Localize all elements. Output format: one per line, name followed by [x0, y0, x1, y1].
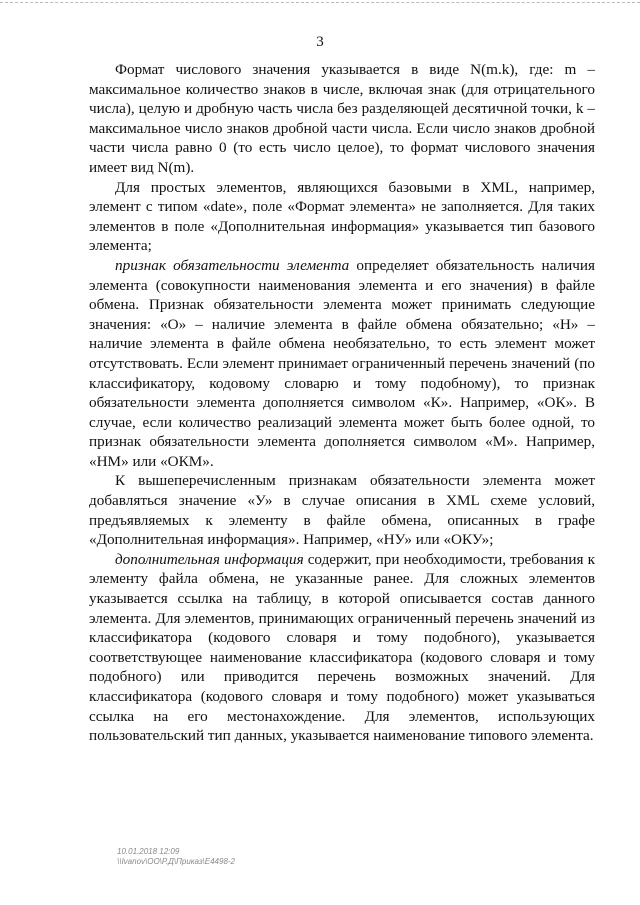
paragraph	[89, 60, 595, 178]
paragraph-text: определяет обязательность наличия элемента (совокупности наименования элемента и его значения) в файле обмена. Признак обязательности элемента может принимать следующие значения: «О» – наличие элемента в файле обмена обязательно; «Н» – наличие элемента в файле обмена необязательно, то есть элемент может отсутствовать. Если элемент принимает ограниченный перечень значений (по классификатору, кодовому словарю и тому подобному), то признак обязательности элемента дополняется символом «К». Например, «ОК». В случае, если количество реализаций элемента может быть более одной, то признак обязательности элемента дополняется символом «М». Например, «НМ» или «ОКМ».	[89, 256, 595, 470]
file-stamp	[117, 847, 235, 867]
paragraph-text: содержит, при необходимости, требования к элементу файла обмена, не указанные ранее. Для сложных элементов указывается ссылка на таблицу, в которой описывается состав данного элемента. Для элементов, принимающих ограниченный перечень значений из классификатора (кодового словаря и тому подобного), указывается соответствующее наименование классификатора (кодового словаря и тому подобного) или приводится перечень возможных значений. Для классификатора (кодового словаря и тому подобного) может указываться ссылка на его местонахождение. Для элементов, использующих пользовательский тип данных, указывается наименование типового элемента.	[89, 550, 595, 745]
paragraph	[89, 550, 595, 746]
defined-term: признак обязательности элемента	[115, 256, 350, 274]
file-stamp-date: 10.01.2018 12:09	[117, 847, 180, 856]
page-number: 3	[316, 34, 324, 50]
scan-edge-line	[0, 2, 640, 4]
document-body	[89, 60, 595, 746]
defined-term: дополнительная информация	[115, 550, 304, 568]
paragraph-text: К вышеперечисленным признакам обязательности элемента может добавляться значение «У» в случае описания в XML схеме условий, предъявляемых к элементу в файле обмена, описанных в графе «Дополнительная информация». Например, «НУ» или «ОКУ»;	[89, 472, 595, 549]
paragraph-text: Формат числового значения указывается в виде N(m.k), где: m – максимальное количество знаков в числе, включая знак (для отрицательного числа), целую и дробную часть числа без разделяющей десятичной точки, k – максимальное число знаков дробной части числа. Если число знаков дробной части числа равно 0 (то есть число целое), то формат числового значения имеет вид N(m).	[89, 61, 595, 176]
paragraph	[89, 256, 595, 472]
paragraph	[89, 178, 595, 256]
paragraph-text: Для простых элементов, являющихся базовыми в XML, например, элемент с типом «date», поле «Формат элемента» не заполняется. Для таких элементов в поле «Дополнительная информация» указывается тип базового элемента;	[89, 178, 595, 255]
file-stamp-path: \\Ivanov\ОО\Р.Д\Приказ\Е4498-2	[117, 857, 236, 866]
paragraph	[89, 471, 595, 549]
